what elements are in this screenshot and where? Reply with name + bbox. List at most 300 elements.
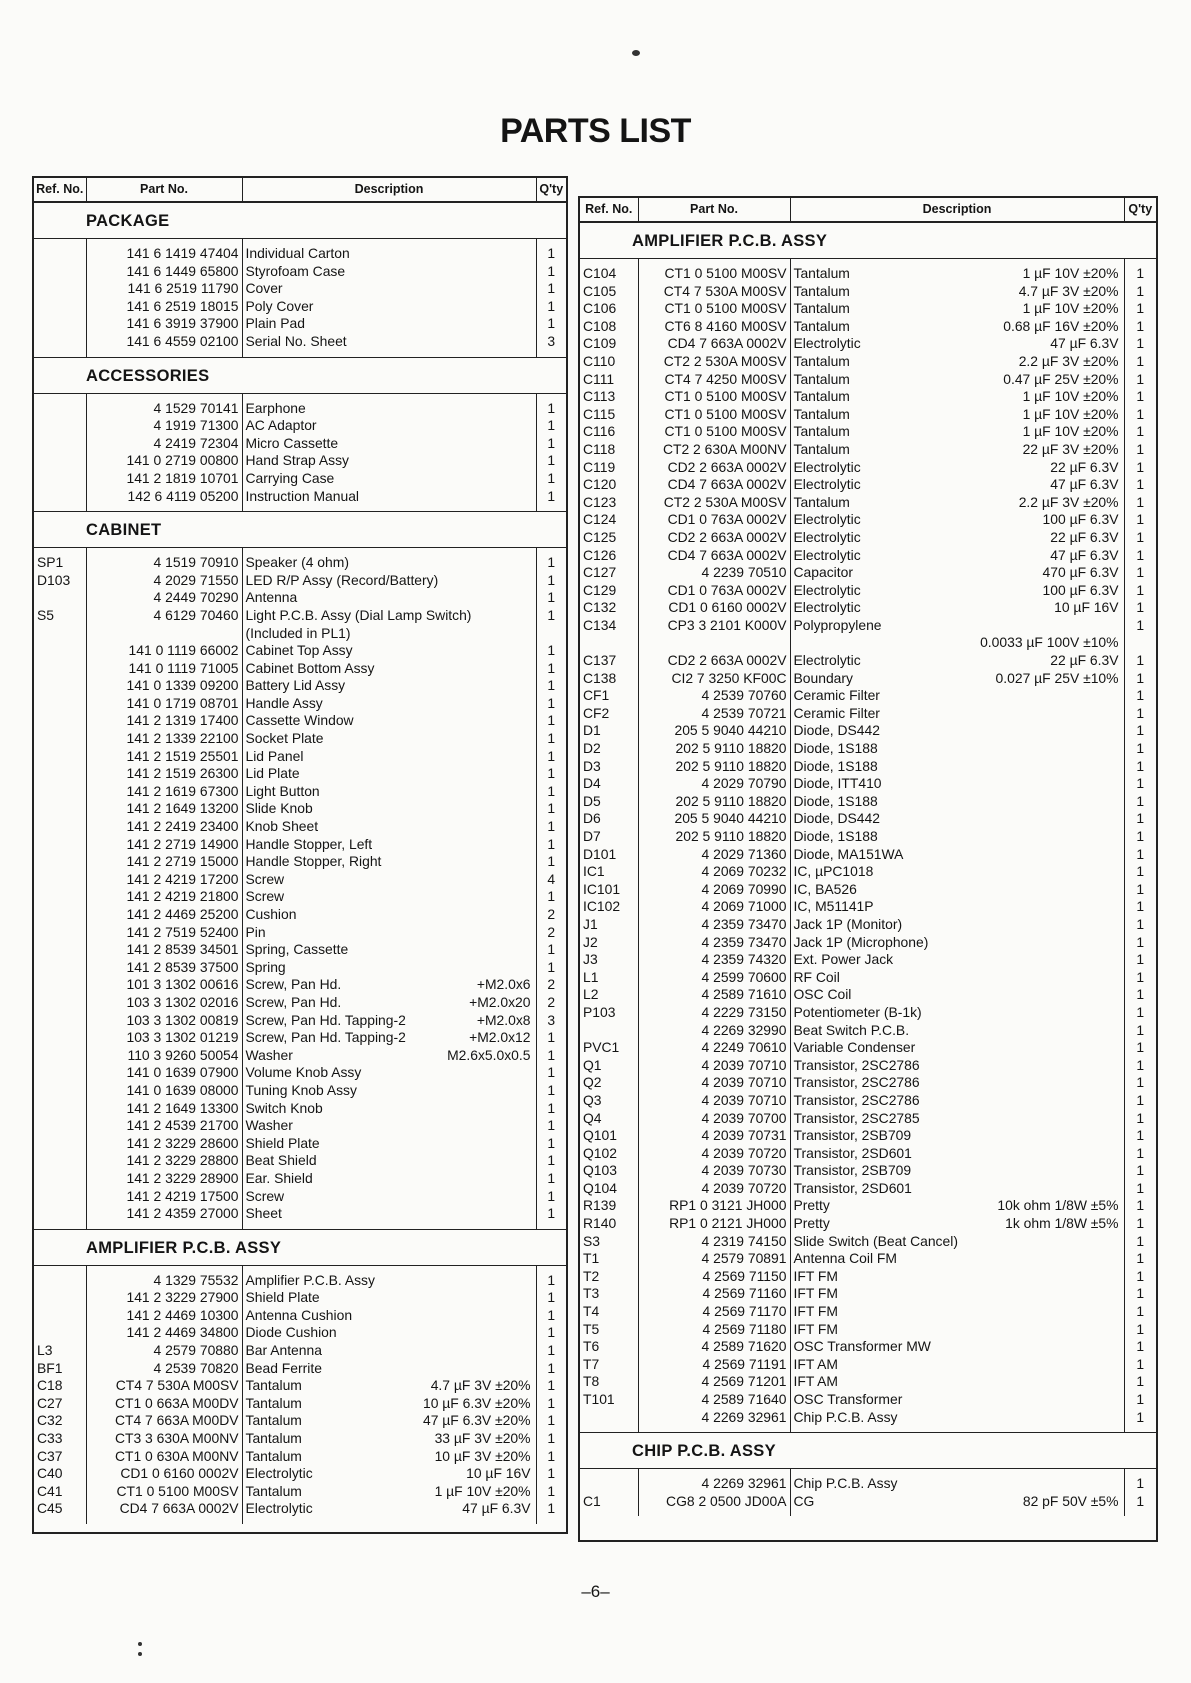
part-no-cell: 141 6 3919 37900 [86,315,242,333]
part-no-cell: 141 2 4219 17500 [86,1188,242,1206]
ref-no-cell [34,435,86,453]
quantity-cell: 1 [1136,828,1145,844]
part-no-cell: 141 0 1719 08701 [86,695,242,713]
ref-no-cell: D3 [580,758,638,776]
description-cell [242,589,536,607]
description-text: Transistor, 2SB709 [793,1162,912,1179]
part-no-cell: 4 2419 72304 [86,435,242,453]
part-no-cell: 4 1329 75532 [86,1265,242,1289]
description-cell [242,1135,536,1153]
quantity-cell: 1 [547,280,556,297]
table-row [580,1057,1156,1075]
quantity-cell: 1 [1136,581,1145,598]
table-row [580,318,1156,336]
quantity-cell: 1 [1136,476,1145,493]
ref-no-cell [34,853,86,871]
quantity-cell: 1 [547,554,556,571]
quantity-cell: 1 [1136,1320,1145,1337]
ref-no-cell: CF2 [580,705,638,723]
part-no-cell: 4 2569 71180 [638,1321,790,1339]
description-text: Diode, 1S188 [793,828,878,844]
quantity-cell [1124,634,1156,652]
description-text: Pretty [793,1215,830,1232]
table-row [580,652,1156,670]
quantity-cell: 1 [547,782,556,799]
part-no-cell: 202 5 9110 18820 [638,740,790,758]
description-text: Transistor, 2SC2786 [793,1074,920,1091]
description-text: Tantalum [793,352,850,369]
description-cell [790,1145,1124,1163]
table-row [580,793,1156,811]
description-text: Ceramic Filter [793,704,880,721]
specification-text: 22 µF 6.3V [1050,528,1119,545]
description-cell [242,677,536,695]
table-row [34,712,566,730]
part-no-cell: RP1 0 2121 JH000 [638,1215,790,1233]
ref-no-cell: C116 [580,423,638,441]
description-text: AC Adaptor [245,417,317,434]
part-no-cell: 4 2269 32961 [638,1409,790,1433]
quantity-cell: 1 [1136,1250,1145,1267]
part-no-cell: 141 6 2519 11790 [86,280,242,298]
section-header-row [34,512,566,548]
section-header-row [580,1433,1156,1469]
description-text: Transistor, 2SC2786 [793,1056,920,1073]
table-row [580,1110,1156,1128]
description-cell [790,582,1124,600]
description-cell [242,488,536,512]
description-cell [242,1170,536,1188]
table-row [580,599,1156,617]
description-text: Washer [245,1046,293,1063]
ref-no-cell: Q102 [580,1145,638,1163]
description-text: Lid Plate [245,765,300,782]
part-no-cell: 101 3 1302 00616 [86,976,242,994]
quantity-cell: 1 [1136,599,1145,616]
table-row [34,589,566,607]
part-no-cell: CD2 2 663A 0002V [638,529,790,547]
ref-no-cell [34,976,86,994]
table-row [580,441,1156,459]
quantity-cell: 1 [547,1271,556,1288]
quantity-cell: 1 [1136,1197,1145,1214]
ref-no-cell: D6 [580,810,638,828]
description-text: Tantalum [793,440,850,457]
description-cell [790,406,1124,424]
ref-no-cell: C110 [580,353,638,371]
description-text: Tantalum [793,370,850,387]
description-text: Diode, DS442 [793,722,880,739]
table-row [580,353,1156,371]
table-row [34,1205,566,1229]
description-text: Diode Cushion [245,1324,337,1341]
quantity-cell: 1 [1136,1303,1145,1320]
description-cell [790,1057,1124,1075]
description-cell [790,1493,1124,1517]
table-row [34,1082,566,1100]
description-cell [790,916,1124,934]
ref-no-cell [34,1289,86,1307]
table-row [34,1135,566,1153]
quantity-cell: 1 [547,1394,556,1411]
table-row [580,406,1156,424]
ref-no-cell: C138 [580,670,638,688]
part-no-cell: CD1 0 763A 0002V [638,511,790,529]
description-cell [790,986,1124,1004]
description-cell [242,941,536,959]
ref-no-cell: D5 [580,793,638,811]
description-cell [242,1448,536,1466]
ref-no-cell: P103 [580,1004,638,1022]
quantity-cell: 1 [1136,493,1145,510]
quantity-cell: 1 [1136,564,1145,581]
part-no-cell: 4 2569 71150 [638,1268,790,1286]
part-no-cell: 4 2039 70731 [638,1127,790,1145]
description-cell [790,634,1124,652]
description-text: Poly Cover [245,297,314,314]
description-cell [242,1152,536,1170]
description-cell [790,599,1124,617]
description-cell [242,1064,536,1082]
table-row [580,1039,1156,1057]
part-no-cell: 4 2039 70710 [638,1092,790,1110]
description-cell [790,793,1124,811]
part-no-cell: CG8 2 0500 JD00A [638,1493,790,1517]
ref-no-cell: C27 [34,1395,86,1413]
ref-no-cell [580,1022,638,1040]
ref-no-cell: C109 [580,335,638,353]
description-text: Light Button [245,782,320,799]
description-text: Tantalum [245,1447,302,1464]
table-row [34,1029,566,1047]
ref-no-cell: C126 [580,547,638,565]
table-row [34,800,566,818]
description-cell [790,1180,1124,1198]
description-cell [242,1360,536,1378]
table-row [34,393,566,417]
description-cell [790,881,1124,899]
description-text: Earphone [245,399,306,416]
description-cell [242,1265,536,1289]
section-title: ACCESSORIES [34,357,566,393]
quantity-cell: 2 [547,976,556,993]
table-row [34,625,566,643]
table-row [34,1377,566,1395]
ref-no-cell [34,660,86,678]
description-cell [242,1029,536,1047]
description-text: Speaker (4 ohm) [245,554,349,571]
description-cell [790,1233,1124,1251]
part-no-cell: 141 0 1339 09200 [86,677,242,695]
description-cell [242,1342,536,1360]
table-row [580,1074,1156,1092]
parts-table-left [32,176,568,1534]
table-row [34,994,566,1012]
description-text: OSC Coil [793,986,852,1003]
description-text: Beat Shield [245,1152,317,1169]
description-text: Electrolytic [793,652,861,669]
table-row [580,335,1156,353]
table-row [580,670,1156,688]
section-header-row [34,357,566,393]
ref-no-cell: C40 [34,1465,86,1483]
table-row [34,660,566,678]
ref-no-cell: T101 [580,1391,638,1409]
part-no-cell: 141 2 1519 25501 [86,748,242,766]
quantity-cell: 1 [547,487,556,504]
part-no-cell: 4 6129 70460 [86,607,242,625]
table-row [580,1303,1156,1321]
specification-text: +M2.0x20 [469,993,531,1010]
ref-no-cell [34,452,86,470]
description-cell [790,441,1124,459]
ref-no-cell: C124 [580,511,638,529]
part-no-cell: 4 2589 71620 [638,1338,790,1356]
ref-no-cell: IC1 [580,863,638,881]
description-cell [790,1321,1124,1339]
quantity-cell: 1 [1136,1373,1145,1390]
description-cell [242,470,536,488]
specification-text: 1 µF 10V ±20% [1022,423,1119,440]
part-no-cell: 4 2039 70720 [638,1180,790,1198]
scan-speck [632,50,640,56]
description-text: Tantalum [793,388,850,405]
ref-no-cell: C118 [580,441,638,459]
description-text: Jack 1P (Monitor) [793,915,903,932]
description-cell [790,1250,1124,1268]
description-text: Electrolytic [245,1500,313,1517]
page-number: –6– [581,1582,610,1601]
description-text: Cabinet Bottom Assy [245,659,375,676]
quantity-cell: 1 [547,1081,556,1098]
part-no-cell: 4 2039 70700 [638,1110,790,1128]
table-row [580,846,1156,864]
ref-no-cell [34,959,86,977]
part-no-cell: 141 2 3229 27900 [86,1289,242,1307]
ref-no-cell [34,280,86,298]
table-row [34,695,566,713]
quantity-cell: 1 [1136,1127,1145,1144]
ref-no-cell: C127 [580,564,638,582]
description-text: Plain Pad [245,315,305,332]
table-row [580,898,1156,916]
quantity-cell: 1 [547,818,556,835]
ref-no-cell [34,417,86,435]
part-no-cell: 141 2 1319 17400 [86,712,242,730]
description-text: Tantalum [793,493,850,510]
ref-no-cell [34,677,86,695]
part-no-cell: 110 3 9260 50054 [86,1047,242,1065]
ref-no-cell: D4 [580,775,638,793]
description-cell [242,333,536,357]
description-cell [790,318,1124,336]
description-text: Battery Lid Assy [245,677,346,694]
quantity-cell: 1 [1136,1039,1145,1056]
quantity-cell: 1 [1136,335,1145,352]
part-no-cell: 4 2269 32990 [638,1022,790,1040]
quantity-cell: 1 [1136,1162,1145,1179]
quantity-cell: 1 [547,1324,556,1341]
ref-no-cell [34,888,86,906]
part-no-cell: 4 2539 70721 [638,705,790,723]
description-cell [790,547,1124,565]
page-title: PARTS LIST [500,112,691,150]
description-text: Lid Panel [245,747,304,764]
part-no-cell: 4 2579 70880 [86,1342,242,1360]
table-row [580,388,1156,406]
table-row [34,280,566,298]
part-no-cell: 141 2 2719 15000 [86,853,242,871]
description-text: Ext. Power Jack [793,951,894,968]
ref-no-cell: T7 [580,1356,638,1374]
table-row [34,435,566,453]
specification-text: 4.7 µF 3V ±20% [430,1377,531,1394]
specification-text: 82 pF 50V ±5% [1022,1492,1119,1509]
description-text: Socket Plate [245,730,324,747]
section-title: CHIP P.C.B. ASSY [580,1433,1156,1469]
description-text: Electrolytic [793,476,861,493]
description-cell [242,1500,536,1524]
description-text: Slide Knob [245,800,313,817]
part-no-cell: 141 0 1639 07900 [86,1064,242,1082]
table-row [580,1197,1156,1215]
table-row [580,1180,1156,1198]
description-text: Transistor, 2SD601 [793,1179,912,1196]
part-no-cell: CT1 0 663A M00DV [86,1395,242,1413]
quantity-cell: 1 [1136,1091,1145,1108]
table-row [580,529,1156,547]
quantity-cell: 1 [1136,616,1145,633]
description-text: Transistor, 2SC2786 [793,1091,920,1108]
part-no-cell: 4 2319 74150 [638,1233,790,1251]
description-text: Electrolytic [793,335,861,352]
quantity-cell: 1 [1136,1475,1145,1492]
ref-no-cell: C1 [580,1493,638,1517]
part-no-cell: 4 2449 70290 [86,589,242,607]
ref-no-cell: S5 [34,607,86,625]
table-row [580,1493,1156,1517]
quantity-cell: 1 [1136,1285,1145,1302]
description-cell [790,283,1124,301]
description-text: Screw [245,1187,285,1204]
specification-text: 1k ohm 1/8W ±5% [1005,1215,1119,1232]
description-cell [242,800,536,818]
ref-no-cell [34,871,86,889]
description-text: Antenna Coil FM [793,1250,897,1267]
ref-no-cell [34,239,86,263]
description-cell [790,828,1124,846]
part-no-cell: 141 2 4219 21800 [86,888,242,906]
header-part: Part No. [86,178,242,202]
table-row [580,617,1156,635]
description-text: Light P.C.B. Assy (Dial Lamp Switch) [245,606,472,623]
ref-no-cell: C104 [580,259,638,283]
specification-text: 22 µF 6.3V [1050,458,1119,475]
ref-no-cell [34,800,86,818]
table-row [34,1117,566,1135]
ref-no-cell: C105 [580,283,638,301]
ref-no-cell: Q3 [580,1092,638,1110]
description-cell [790,722,1124,740]
ref-no-cell [34,1135,86,1153]
description-text: Potentiometer (B-1k) [793,1003,922,1020]
table-row [34,263,566,281]
description-text: Ear. Shield [245,1169,313,1186]
ref-no-cell [34,1100,86,1118]
quantity-cell: 1 [547,1064,556,1081]
quantity-cell: 1 [547,1205,556,1222]
table-row [34,976,566,994]
description-cell [790,705,1124,723]
part-no-cell: CD2 2 663A 0002V [638,652,790,670]
description-text: Antenna Cushion [245,1306,353,1323]
description-cell [790,1285,1124,1303]
description-cell [242,642,536,660]
table-row [580,1373,1156,1391]
description-cell [790,951,1124,969]
ref-no-cell: C137 [580,652,638,670]
description-text: Micro Cassette [245,434,339,451]
description-cell [790,1373,1124,1391]
quantity-cell: 1 [547,888,556,905]
quantity-cell: 1 [1136,951,1145,968]
quantity-cell: 1 [547,765,556,782]
table-row [580,687,1156,705]
part-no-cell: CT2 2 630A M00NV [638,441,790,459]
table-row [34,1265,566,1289]
part-no-cell: 141 2 1819 10701 [86,470,242,488]
description-cell [790,1092,1124,1110]
description-cell [790,1469,1124,1493]
table-row [34,941,566,959]
ref-no-cell [34,765,86,783]
ref-no-cell: D101 [580,846,638,864]
quantity-cell: 1 [1136,511,1145,528]
description-cell [790,1039,1124,1057]
ref-no-cell [34,818,86,836]
description-text: Diode, MA151WA [793,845,904,862]
table-row [34,1289,566,1307]
description-cell [242,1289,536,1307]
ref-no-cell: SP1 [34,548,86,572]
table-row [34,871,566,889]
part-no-cell: CT3 3 630A M00NV [86,1430,242,1448]
part-no-cell: 103 3 1302 02016 [86,994,242,1012]
table-row [580,1250,1156,1268]
part-no-cell: CI2 7 3250 KF00C [638,670,790,688]
quantity-cell: 1 [1136,880,1145,897]
table-row [34,417,566,435]
table-row [34,1188,566,1206]
description-text: Cassette Window [245,712,354,729]
quantity-cell: 1 [547,941,556,958]
table-row [580,634,1156,652]
ref-no-cell: T8 [580,1373,638,1391]
description-text: Electrolytic [793,458,861,475]
table-row [34,298,566,316]
part-no-cell [638,634,790,652]
section-title: AMPLIFIER P.C.B. ASSY [34,1229,566,1265]
quantity-cell: 1 [1136,810,1145,827]
description-text: Tantalum [245,1412,302,1429]
specification-text: 2.2 µF 3V ±20% [1018,352,1119,369]
part-no-cell: 4 2569 71191 [638,1356,790,1374]
section-title: AMPLIFIER P.C.B. ASSY [580,222,1156,259]
table-row [580,1268,1156,1286]
description-cell [242,888,536,906]
description-text: OSC Transformer MW [793,1338,931,1355]
part-no-cell: 4 2069 70232 [638,863,790,881]
